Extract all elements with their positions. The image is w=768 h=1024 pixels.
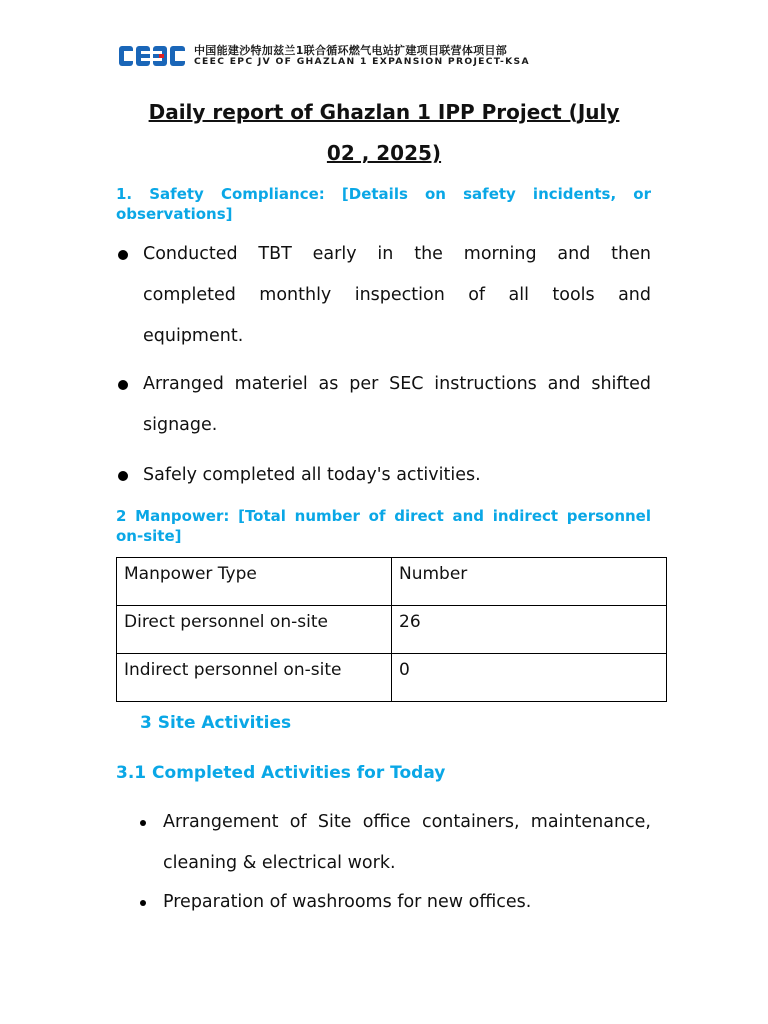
bullet-text: Arrangement of Site office containers, maintenance,: [163, 812, 651, 832]
bullet-text: Arranged materiel as per SEC instructions and shifted: [143, 374, 651, 394]
section3-heading: 3 Site Activities: [140, 713, 292, 733]
table-row: [117, 654, 667, 702]
report-title-line1: Daily report of Ghazlan 1 IPP Project (July: [148, 100, 620, 124]
bullet-icon: [140, 900, 146, 906]
table-cell: Direct personnel on-site: [117, 606, 392, 654]
bullet-text: signage.: [143, 415, 218, 435]
document-header: [119, 42, 559, 70]
table-cell: 0: [392, 654, 667, 702]
bullet-text: Conducted TBT early in the morning and then: [143, 244, 651, 264]
report-title-line2: 02 , 2025): [326, 141, 442, 165]
section2-heading-line1: 2 Manpower: [Total number of direct and indirect personnel: [116, 507, 651, 525]
bullet-text: completed monthly inspection of all tools and: [143, 285, 651, 305]
table-header-row: [117, 558, 667, 606]
bullet-icon: [118, 380, 128, 390]
ceec-logo: [119, 44, 185, 68]
bullet-text: equipment.: [143, 326, 244, 346]
bullet-text: Preparation of washrooms for new offices.: [163, 892, 532, 912]
table-header-cell: Number: [392, 558, 667, 606]
bullet-icon: [118, 250, 128, 260]
manpower-table: [116, 557, 667, 702]
bullet-text: Safely completed all today's activities.: [143, 465, 481, 485]
bullet-icon: [140, 820, 146, 826]
bullet-text: cleaning & electrical work.: [163, 853, 396, 873]
table-cell: Indirect personnel on-site: [117, 654, 392, 702]
section1-heading-line1: 1. Safety Compliance: [Details on safety incidents, or: [116, 185, 651, 203]
header-chinese-title: 中国能建沙特加兹兰1联合循环燃气电站扩建项目联营体项目部: [194, 44, 508, 57]
section1-heading-line2: observations]: [116, 205, 233, 223]
bullet-icon: [118, 471, 128, 481]
table-cell: 26: [392, 606, 667, 654]
table-header-cell: Manpower Type: [117, 558, 392, 606]
section2-heading-line2: on-site]: [116, 527, 182, 545]
header-english-title: CEEC EPC JV OF GHAZLAN 1 EXPANSION PROJECT-KSA: [194, 56, 530, 67]
table-row: [117, 606, 667, 654]
section3-subheading: 3.1 Completed Activities for Today: [116, 763, 446, 783]
